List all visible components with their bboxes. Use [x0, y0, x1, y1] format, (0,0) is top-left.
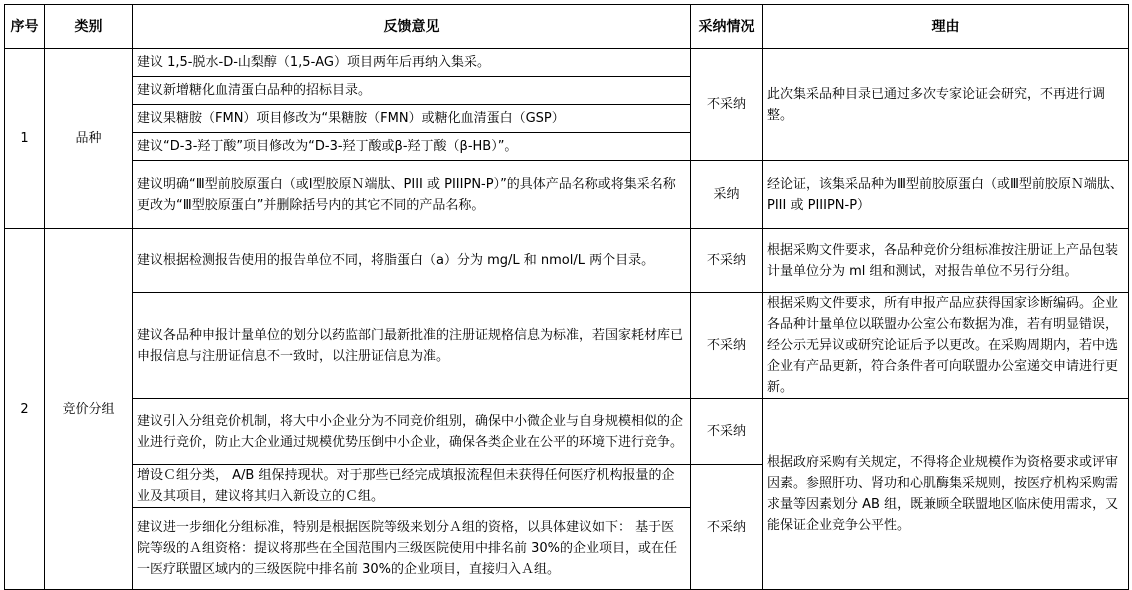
- feedback-cell: 增设Ｃ组分类， A/B 组保持现状。对于那些已经完成填报流程但未获得任何医疗机构报量的企业及其项目，建议将其归入新设立的Ｃ组。: [133, 465, 691, 508]
- table-row: [5, 399, 1129, 465]
- header-feedback: 反馈意见: [133, 5, 691, 49]
- feedback-cell: 建议 1,5-脱水-D-山梨醇（1,5-AG）项目两年后再纳入集采。: [133, 49, 691, 77]
- group-1-category: 品种: [45, 49, 133, 229]
- feedback-cell: 建议根据检测报告使用的报告单位不同，将脂蛋白（a）分为 mg/L 和 nmol/L 两个目录。: [133, 229, 691, 293]
- table-row: [5, 229, 1129, 293]
- header-no: 序号: [5, 5, 45, 49]
- feedback-table: [4, 4, 1129, 590]
- header-adopt: 采纳情况: [691, 5, 763, 49]
- feedback-cell: 建议“D-3-羟丁酸”项目修改为“D-3-羟丁酸或β-羟丁酸（β-HB）”。: [133, 133, 691, 161]
- feedback-cell: 建议进一步细化分组标准，特别是根据医院等级来划分Ａ组的资格，以具体建议如下： 基于医院等级的Ａ组资格：提议将那些在全国范围内三级医院使用中排名前 30%的企业项目，或在任一医疗联盟区域内的三级医院中排名前 30%的企业项目，直接归入Ａ组。: [133, 508, 691, 590]
- reason-cell: 根据采购文件要求，所有申报产品应获得国家诊断编码。企业各品种计量单位以联盟办公室公布数据为准，若有明显错误，经公示无异议或研究论证后予以更改。在采购周期内，若中选企业有产品更新，符合条件者可向联盟办公室递交申请进行更新。: [763, 293, 1129, 399]
- table-row: [5, 161, 1129, 229]
- feedback-cell: 建议引入分组竞价机制，将大中小企业分为不同竞价组别，确保中小微企业与自身规模相似的企业进行竞价，防止大企业通过规模优势压倒中小企业，确保各类企业在公平的环境下进行竞争。: [133, 399, 691, 465]
- reason-cell: 经论证，该集采品种为Ⅲ型前胶原蛋白（或Ⅲ型前胶原Ｎ端肽、PIII 或 PIIIPN-P）: [763, 161, 1129, 229]
- feedback-cell: 建议果糖胺（FMN）项目修改为“果糖胺（FMN）或糖化血清蛋白（GSP）: [133, 105, 691, 133]
- header-reason: 理由: [763, 5, 1129, 49]
- adopt-cell: 不采纳: [691, 229, 763, 293]
- reason-cell: 此次集采品种目录已通过多次专家论证会研究，不再进行调整。: [763, 49, 1129, 161]
- adopt-cell: 不采纳: [691, 293, 763, 399]
- feedback-cell: 建议新增糖化血清蛋白品种的招标目录。: [133, 77, 691, 105]
- header-row: [5, 5, 1129, 49]
- table-row: [5, 293, 1129, 399]
- reason-cell: 根据采购文件要求，各品种竞价分组标准按注册证上产品包装计量单位分为 ml 组和测试，对报告单位不另行分组。: [763, 229, 1129, 293]
- adopt-cell: 采纳: [691, 161, 763, 229]
- feedback-cell: 建议各品种申报计量单位的划分以药监部门最新批准的注册证规格信息为标准，若国家耗材库已申报信息与注册证信息不一致时，以注册证信息为准。: [133, 293, 691, 399]
- reason-cell: 根据政府采购有关规定，不得将企业规模作为资格要求或评审因素。参照肝功、肾功和心肌酶集采规则，按医疗机构采购需求量等因素划分 AB 组，既兼顾全联盟地区临床使用需求，又能保证企业竞争公平性。: [763, 399, 1129, 590]
- header-category: 类别: [45, 5, 133, 49]
- group-1-no: 1: [5, 49, 45, 229]
- feedback-cell: 建议明确“Ⅲ型前胶原蛋白（或Ⅰ型胶原Ｎ端肽、PIII 或 PIIIPN-P）”的具体产品名称或将集采名称更改为“Ⅲ型胶原蛋白”并删除括号内的其它不同的产品名称。: [133, 161, 691, 229]
- group-2-category: 竞价分组: [45, 229, 133, 590]
- adopt-cell: 不采纳: [691, 49, 763, 161]
- table-row: [5, 49, 1129, 77]
- adopt-cell: 不采纳: [691, 465, 763, 590]
- adopt-cell: 不采纳: [691, 399, 763, 465]
- group-2-no: 2: [5, 229, 45, 590]
